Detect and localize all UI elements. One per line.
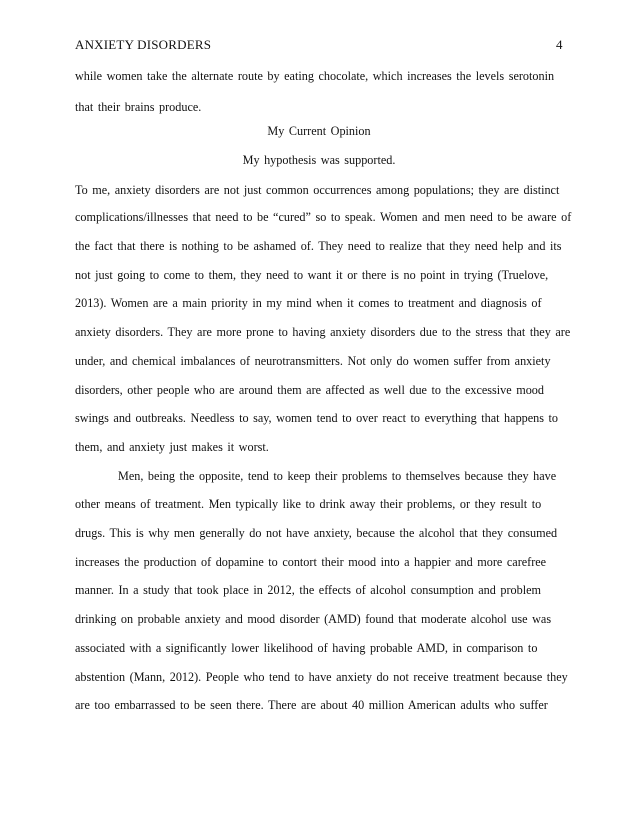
body-line: Men, being the opposite, tend to keep their problems to themselves because they have <box>118 469 557 483</box>
section-heading: My Current Opinion <box>267 124 371 138</box>
body-line: 2013). Women are a main priority in my mind when it comes to treatment and diagnosis of <box>75 296 542 310</box>
page-number: 4 <box>556 37 563 52</box>
running-head: ANXIETY DISORDERS <box>75 37 212 52</box>
body-line: that their brains produce. <box>75 100 202 114</box>
body-line: complications/illnesses that need to be “cured” so to speak. Women and men need to be aware of <box>75 210 572 224</box>
body-line: manner. In a study that took place in 2012, the effects of alcohol consumption and problem <box>75 583 541 597</box>
body-line: increases the production of dopamine to contort their mood into a happier and more carefree <box>75 555 547 569</box>
body-line: abstention (Mann, 2012). People who tend to have anxiety do not receive treatment because they <box>75 670 568 684</box>
body-line: while women take the alternate route by eating chocolate, which increases the levels serotonin <box>75 69 555 83</box>
hypothesis-line: My hypothesis was supported. <box>242 153 396 167</box>
body-line: them, and anxiety just makes it worst. <box>75 440 269 454</box>
body-line: drugs. This is why men generally do not have anxiety, because the alcohol that they consumed <box>75 526 558 540</box>
body-line: associated with a significantly lower likelihood of having probable AMD, in comparison to <box>75 641 538 655</box>
body-line: To me, anxiety disorders are not just common occurrences among populations; they are distinct <box>75 183 560 197</box>
body-line: the fact that there is nothing to be ashamed of. They need to realize that they need help and its <box>75 239 562 253</box>
body-line: disorders, other people who are around them are affected as well due to the excessive mood <box>75 383 544 397</box>
body-line: drinking on probable anxiety and mood disorder (AMD) found that moderate alcohol use was <box>75 612 552 626</box>
body-line: swings and outbreaks. Needless to say, women tend to over react to everything that happens to <box>75 411 559 425</box>
body-line: anxiety disorders. They are more prone to having anxiety disorders due to the stress that they are <box>75 325 571 339</box>
body-line: other means of treatment. Men typically like to drink away their problems, or they result to <box>75 497 542 511</box>
body-line: under, and chemical imbalances of neurotransmitters. Not only do women suffer from anxiety <box>75 354 551 368</box>
body-line: are too embarrassed to be seen there. There are about 40 million American adults who suffer <box>75 698 548 712</box>
body-line: not just going to come to them, they need to want it or there is no point in trying (Truelove, <box>75 268 549 282</box>
